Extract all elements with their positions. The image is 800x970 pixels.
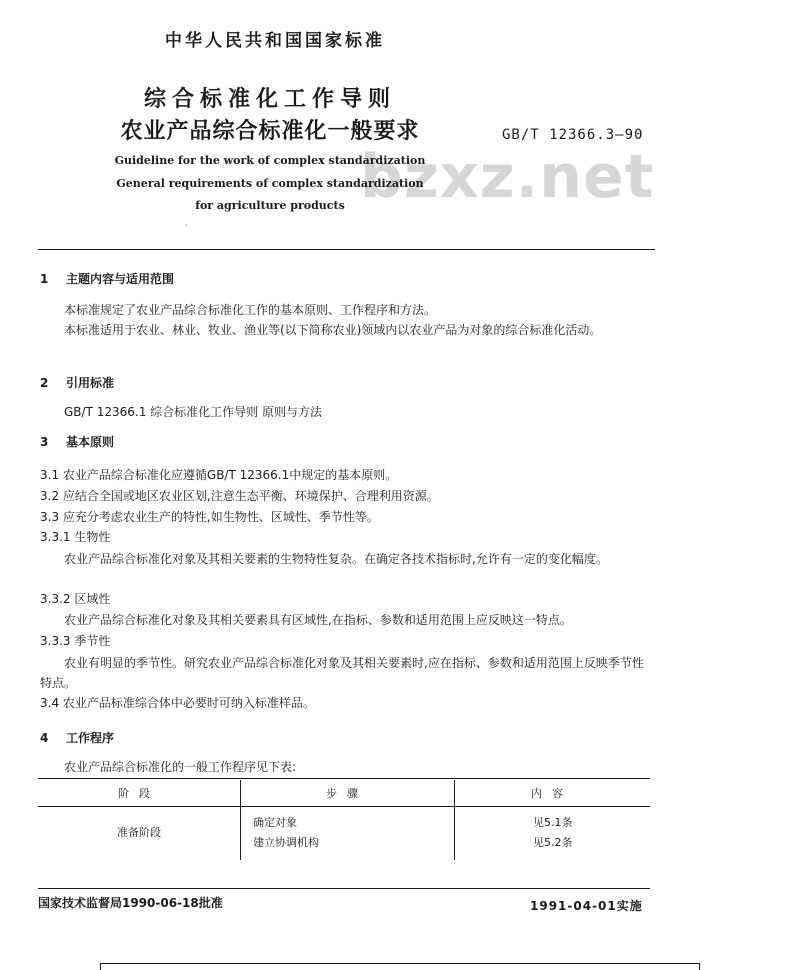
table-content-2: 见5.2条 (533, 836, 573, 849)
section-1-heading (40, 270, 174, 287)
footer-rule (38, 888, 650, 889)
section-1-number: 1 (40, 272, 49, 286)
scan-dot: · (185, 221, 188, 230)
section-4-intro: 农业产品综合标准化的一般工作程序见下表: (64, 760, 297, 774)
document-title-line1: 综合标准化工作导则 (143, 87, 396, 112)
reference-standard: GB/T 12366.1 综合标准化工作导则 原则与方法 (64, 405, 322, 419)
english-title-line3: for agriculture products (195, 199, 345, 212)
table-header-content: 内容 (455, 780, 651, 807)
approval-info: 国家技术监督局1990-06-18批准 (38, 896, 223, 910)
watermark: bzxz.net (360, 142, 655, 212)
clause-3-3: 3.3 应充分考虑农业生产的特性,如生物性、区域性、季节性等。 (40, 510, 379, 524)
section-3-heading (40, 433, 114, 450)
table-header-stage: 阶段 (38, 780, 241, 807)
clause-3-3-2-heading: 3.3.2 区域性 (40, 592, 111, 606)
section-1-title: 主题内容与适用范围 (66, 272, 175, 286)
table-cell-stage: 准备阶段 (38, 807, 241, 861)
table-step-1: 确定对象 (253, 816, 297, 829)
clause-3-3-2-text: 农业产品综合标准化对象及其相关要素具有区域性,在指标、参数和适用范围上应反映这一特点。 (64, 613, 572, 627)
standard-number: GB/T 12366.3—90 (502, 127, 644, 143)
clause-3-4: 3.4 农业产品标准综合体中必要时可纳入标准样品。 (40, 696, 315, 710)
section-2-heading (40, 374, 114, 391)
national-standard-heading: 中华人民共和国国家标准 (165, 31, 385, 51)
table-top-rule (38, 778, 650, 779)
table-cell-content (455, 807, 651, 861)
section-2-title: 引用标准 (66, 376, 115, 390)
clause-3-3-3-text: 农业有明显的季节性。研究农业产品综合标准化对象及其相关要素时,应在指标、参数和适用范围上反映季节性特点。 (40, 656, 644, 690)
table-header-steps: 步骤 (241, 780, 455, 807)
section-4-heading (40, 729, 114, 746)
section-4-number: 4 (40, 731, 49, 745)
effective-date: 1991-04-01实施 (530, 899, 643, 913)
clause-3-3-1-text: 农业产品综合标准化对象及其相关要素的生物特性复杂。在确定各技术指标时,允许有一定的变化幅度。 (64, 552, 608, 566)
english-title-line1: Guideline for the work of complex standardization (114, 154, 426, 167)
section-1-paragraph-1: 本标准规定了农业产品综合标准化工作的基本原则、工作程序和方法。 (64, 303, 437, 317)
clause-3-3-3-heading: 3.3.3 季节性 (40, 634, 111, 648)
clause-3-2: 3.2 应结合全国或地区农业区划,注意生态平衡、环境保护、合理利用资源。 (40, 489, 439, 503)
section-3-title: 基本原则 (66, 435, 115, 449)
table-step-2: 建立协调机构 (253, 836, 319, 849)
table-cell-steps (241, 807, 455, 861)
table-row (38, 807, 650, 861)
header-divider (38, 249, 655, 250)
table-content-1: 见5.1条 (533, 816, 573, 829)
clause-3-3-1-heading: 3.3.1 生物性 (40, 530, 111, 544)
section-3-number: 3 (40, 435, 49, 449)
document-title-line2: 农业产品综合标准化一般要求 (120, 119, 420, 144)
table-header-row (38, 780, 650, 807)
section-1-paragraph-2: 本标准适用于农业、林业、牧业、渔业等(以下简称农业)领域内以农业产品为对象的综合标准化活动。 (64, 323, 602, 337)
section-4-title: 工作程序 (66, 731, 115, 745)
clause-3-1: 3.1 农业产品综合标准化应遵循GB/T 12366.1中规定的基本原则。 (40, 468, 398, 482)
english-title-line2: General requirements of complex standardization (116, 177, 424, 190)
section-2-number: 2 (40, 376, 49, 390)
work-procedure-table (38, 780, 650, 860)
